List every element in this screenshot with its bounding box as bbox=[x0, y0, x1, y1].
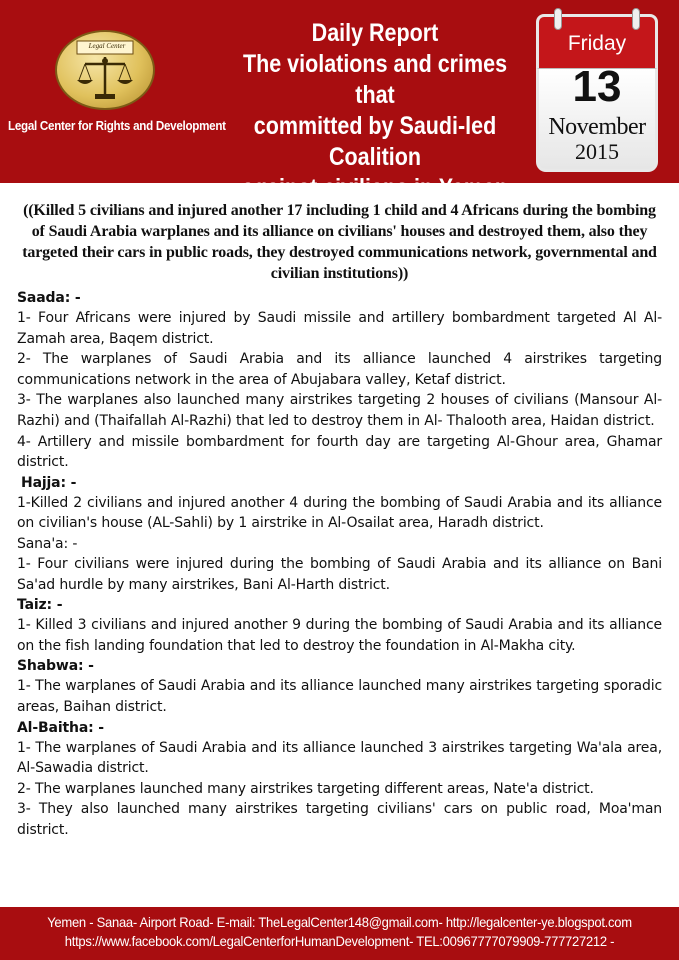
list-item: 1- Killed 3 civilians and injured another 9 during the bombing of Saudi Arabia and its alliance on the fish landing foundation that led to destroy the foundation in Al-Makha city. bbox=[17, 617, 662, 654]
section-title: Shabwa: - bbox=[17, 658, 94, 675]
section-hajja bbox=[17, 473, 662, 534]
section-title: Saada: - bbox=[17, 290, 81, 306]
section-saada bbox=[17, 288, 662, 473]
organization-logo bbox=[8, 22, 226, 133]
list-item: 1- The warplanes of Saudi Arabia and its alliance launched many airstrikes targeting sporadic areas, Baihan district. bbox=[17, 678, 662, 715]
calendar-ring-icon bbox=[554, 8, 562, 30]
calendar-ring-icon bbox=[632, 8, 640, 30]
calendar-month: November bbox=[548, 114, 646, 140]
section-shabwa bbox=[17, 656, 662, 717]
calendar-year: 2015 bbox=[575, 139, 619, 164]
section-sanaa bbox=[17, 534, 662, 595]
footer-facebook-phone: https://www.facebook.com/LegalCenterforHumanDevelopment- TEL:00967777079909-777727212 - bbox=[64, 933, 615, 949]
report-title bbox=[229, 18, 521, 204]
list-item: 1-Killed 2 civilians and injured another 4 during the bombing of Saudi Arabia and its alliance on civilian's house (AL-Sahli) by 1 airstrike in Al-Osailat area, Haradh district. bbox=[17, 494, 662, 532]
list-item: 2- The warplanes launched many airstrikes targeting different areas, Nate'a district. bbox=[17, 780, 594, 797]
contact-footer bbox=[0, 907, 679, 960]
section-taiz bbox=[17, 595, 662, 656]
organization-name: Legal Center for Rights and Development bbox=[8, 119, 226, 133]
list-item: 4- Artillery and missile bombardment for fourth day are targeting Al-Ghour area, Ghamar district. bbox=[17, 433, 662, 471]
report-summary: ((Killed 5 civilians and injured another 17 including 1 child and 4 Africans during the bombing of Saudi Arabia warplanes and its alliance on civilians' houses and destroyed them, also they targeted their cars in public roads, they destroyed communications network, governmental and civilian institutions)) bbox=[22, 202, 657, 282]
calendar-day: Friday bbox=[567, 32, 627, 55]
section-al-baitha bbox=[17, 718, 662, 841]
list-item: 1- Four civilians were injured during the bombing of Saudi Arabia and its alliance on Bani Sa'ad hurdle by many airstrikes, Bani Al-Harth district. bbox=[17, 555, 662, 593]
title-line-4: against civilians in Yemen bbox=[241, 174, 509, 202]
section-title: Al-Baitha: - bbox=[17, 719, 104, 736]
title-line-3: committed by Saudi-led Coalition bbox=[253, 112, 497, 171]
report-body bbox=[17, 200, 662, 840]
footer-address-email: Yemen - Sanaa- Airport Road- E-mail: TheLegalCenter148@gmail.com- http://legalcenter-ye.blogspot.com bbox=[47, 914, 632, 930]
scales-of-justice-emblem bbox=[55, 30, 155, 110]
report-header bbox=[0, 0, 679, 202]
logo-label: Legal Center bbox=[88, 42, 126, 50]
list-item: 2- The warplanes of Saudi Arabia and its alliance launched 4 airstrikes targeting communications network in the area of Abujabara valley, Ketaf district. bbox=[17, 351, 662, 388]
list-item: 3- The warplanes also launched many airstrikes targeting 2 houses of civilians (Mansour Al-Razhi) and (Thaifallah Al-Razhi) that led to destroy them in Al- Thalooth area, Haidan district. bbox=[17, 392, 662, 429]
section-title: Taiz: - bbox=[17, 597, 63, 614]
section-title: Hajja: - bbox=[21, 474, 77, 491]
date-calendar bbox=[536, 8, 658, 174]
title-line-1: Daily Report bbox=[311, 19, 439, 47]
section-title: Sana'a: - bbox=[17, 535, 78, 552]
list-item: 3- They also launched many airstrikes targeting civilians' cars on public road, Moa'man district. bbox=[17, 801, 662, 838]
list-item: 1- Four Africans were injured by Saudi missile and artillery bombardment targeted Al Al-Zamah area, Baqem district. bbox=[17, 310, 662, 347]
list-item: 1- The warplanes of Saudi Arabia and its alliance launched 3 airstrikes targeting Wa'ala area, Al-Sawadia district. bbox=[17, 739, 662, 777]
title-line-2: The violations and crimes that bbox=[242, 50, 508, 109]
calendar-date: 13 bbox=[572, 62, 622, 111]
